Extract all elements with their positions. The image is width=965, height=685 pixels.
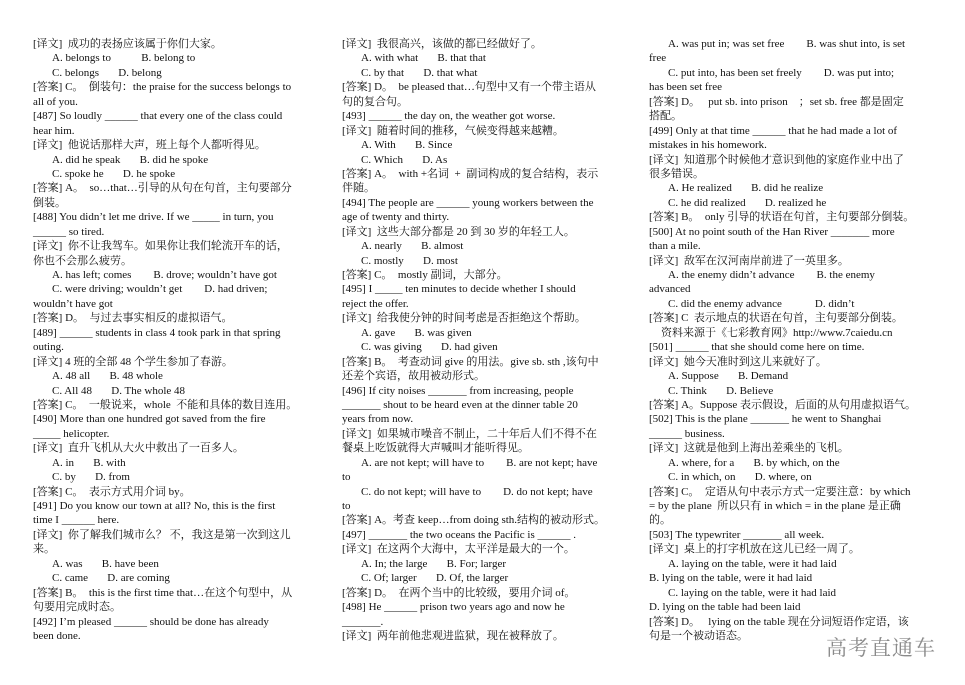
options-line: A. He realized B. did he realize xyxy=(668,182,824,195)
question-line: [490] More than one hundred got saved from the fire xyxy=(33,413,266,426)
options-line: A. was B. have been xyxy=(52,557,159,570)
answer-line: [答案] B。 only 引导的状语在句首，主句要部分倒装。 xyxy=(649,211,915,224)
question-line: [495] I _____ ten minutes to decide whether I should xyxy=(342,283,576,296)
text-line: wouldn’t have got xyxy=(33,297,113,310)
translation-line: [译文] 给我使分钟的时间考虑是否拒绝这个帮助。 xyxy=(342,312,586,325)
question-line: [498] He ______ prison two years ago and now he xyxy=(342,601,565,614)
text-line: _____ helicopter. xyxy=(33,427,110,440)
text-line: _______ shout to be heard even at the dinner table 20 xyxy=(342,398,578,411)
text-line: D. lying on the table had been laid xyxy=(649,601,801,614)
options-line: C. spoke he D. he spoke xyxy=(52,167,176,180)
answer-line: [答案] C。 一般说来，whole 不能和具体的数目连用。 xyxy=(33,398,298,411)
text-line: outing. xyxy=(33,341,64,354)
answer-line: [答案] C。 mostly 副词，大部分。 xyxy=(342,269,508,281)
text-line: been done. xyxy=(33,629,81,642)
options-line: C. Which D. As xyxy=(361,153,448,166)
answer-line: [答案] C。 表示方式用介词 by。 xyxy=(33,485,191,498)
question-line: [501] ______ that she should come here on time. xyxy=(649,341,865,354)
options-line: A. gave B. was given xyxy=(361,326,472,339)
options-line: C. put into, has been set freely D. was put into; xyxy=(668,66,895,79)
answer-line: [答案] D。 be pleased that…句型中又有一个带主语从 xyxy=(342,81,596,94)
options-line: A. the enemy didn’t advance B. the enemy xyxy=(668,269,875,281)
text-line: = by the plane 所以只有 in which = in the plane 是正确 xyxy=(649,500,901,512)
column-3 xyxy=(649,37,934,643)
column-2 xyxy=(342,37,632,643)
answer-line: [答案] D。 lying on the table 现在分词短语作定语，该 xyxy=(649,615,909,628)
answer-line: [答案] C。 定语从句中表示方式一定要注意：by which xyxy=(649,485,911,498)
text-line: 句的复合句。 xyxy=(342,95,408,108)
translation-line: [译文] 成功的表扬应该属于你们大家。 xyxy=(33,38,222,50)
question-line: [494] The people are ______ young workers between the xyxy=(342,196,594,209)
question-line: [496] If city noises _______ from increasing, people xyxy=(342,384,574,397)
translation-line: [译文] 如果城市噪音不制止，二十年后人们不得不在 xyxy=(342,427,597,440)
question-line: [500] At no point south of the Han River _______ more xyxy=(649,225,895,238)
text-line: reject the offer. xyxy=(342,297,409,310)
options-line: C. mostly D. most xyxy=(361,254,458,267)
options-line: C. did the enemy advance D. didn’t xyxy=(668,297,855,310)
translation-line: [译文] 我很高兴，该做的都已经做好了。 xyxy=(342,38,542,50)
text-line: to xyxy=(342,500,351,512)
options-line: A. Suppose B. Demand xyxy=(668,370,789,383)
text-line: 句要用完成时态。 xyxy=(33,601,121,614)
translation-line: [译文] 在这两个大海中，太平洋是最大的一个。 xyxy=(342,543,575,556)
options-line: A. was put in; was set free B. was shut into, is set xyxy=(668,38,906,50)
answer-line: [答案] A。考查 keep…from doing sth.结构的被动形式。 xyxy=(342,514,606,527)
options-line: C. he did realized D. realized he xyxy=(668,196,827,209)
options-line: C. do not kept; will have to D. do not kept; have xyxy=(361,485,593,498)
options-line: C. All 48 D. The whole 48 xyxy=(52,384,186,397)
question-line: [488] You didn’t let me drive. If we _____ in turn, you xyxy=(33,211,274,224)
translation-line: [译文] 你不让我驾车。如果你让我们轮流开车的话， xyxy=(33,240,288,253)
text-line: to xyxy=(342,471,351,484)
text-line: hear him. xyxy=(33,124,75,137)
source-line: 资料来源于《七彩教育网》http://www.7caiedu.cn xyxy=(661,326,893,339)
text-line: mistakes in his homework. xyxy=(649,139,767,152)
translation-line: [译文] 两年前他悲观进监狱，现在被释放了。 xyxy=(342,629,564,642)
watermark-logo: 高考直通车 xyxy=(826,636,936,660)
answer-line: [答案] D。 在两个当中的比较级，要用介词 of。 xyxy=(342,586,576,599)
text-line: time I ______ here. xyxy=(33,514,120,527)
options-line: A. did he speak B. did he spoke xyxy=(52,153,209,166)
options-line: C. by D. from xyxy=(52,471,130,484)
translation-line: [译文] 这些大部分都是 20 到 30 岁的年轻工人。 xyxy=(342,225,575,238)
question-line: [487] So loudly ______ that every one of the class could xyxy=(33,110,283,123)
answer-line: [答案] B。 考查动词 give 的用法。give sb. sth ,该句中 xyxy=(342,355,599,368)
options-line: A. in B. with xyxy=(52,456,126,469)
text-line: 伴随。 xyxy=(342,182,375,195)
options-line: C. Of; larger D. Of, the larger xyxy=(361,572,509,585)
text-line: 餐桌上吃饭就得大声喊叫才能听得见。 xyxy=(342,442,529,455)
translation-line: [译文] 他说话那样大声，班上每个人都听得见。 xyxy=(33,139,266,152)
options-line: A. nearly B. almost xyxy=(361,240,464,253)
text-line: 倒装。 xyxy=(33,196,66,209)
question-line: [503] The typewriter _______ all week. xyxy=(649,528,825,541)
text-line: age of twenty and thirty. xyxy=(342,211,450,224)
text-line: 还差个宾语，故用被动形式。 xyxy=(342,370,485,383)
translation-line: [译文] 4 班的全部 48 个学生参加了春游。 xyxy=(33,355,233,368)
text-line: has been set free xyxy=(649,81,722,94)
options-line: C. Think D. Believe xyxy=(668,384,774,397)
text-line: than a mile. xyxy=(649,240,701,253)
text-line: years from now. xyxy=(342,413,414,426)
translation-line: [译文] 她今天准时到这儿来就好了。 xyxy=(649,355,827,368)
question-line: [502] This is the plane _______ he went to Shanghai xyxy=(649,413,882,426)
text-line: 你也不会那么疲劳。 xyxy=(33,254,132,267)
text-line: all of you. xyxy=(33,95,78,108)
translation-line: [译文] 敌军在汉河南岸前进了一英里多。 xyxy=(649,254,849,267)
options-line: A. belongs to B. belong to xyxy=(52,52,196,65)
question-line: [491] Do you know our town at all? No, this is the first xyxy=(33,500,276,512)
options-line: A. are not kept; will have to B. are not kept; have xyxy=(361,456,598,469)
answer-line: [答案] D。 与过去事实相反的虚拟语气。 xyxy=(33,312,233,325)
options-line: C. were driving; wouldn’t get D. had driven; xyxy=(52,283,268,296)
text-line: 的。 xyxy=(649,514,671,527)
options-line: C. laying on the table, were it had laid xyxy=(668,586,837,599)
translation-line: [译文] 这就是他到上海出差乘坐的飞机。 xyxy=(649,442,849,455)
translation-line: [译文] 随着时间的推移，气候变得越来越糟。 xyxy=(342,124,564,137)
translation-line: [译文] 知道那个时候他才意识到他的家庭作业中出了 xyxy=(649,153,904,166)
column-1 xyxy=(33,37,318,643)
options-line: A. With B. Since xyxy=(361,139,453,152)
answer-line: [答案] D。 put sb. into prison ；set sb. free 都是固定 xyxy=(649,95,904,108)
question-line: [492] I’m pleased ______ should be done has already xyxy=(33,615,269,628)
text-line: ______ business. xyxy=(649,427,725,440)
text-line: B. lying on the table, were it had laid xyxy=(649,572,813,585)
translation-line: [译文] 直升飞机从大火中救出了一百多人。 xyxy=(33,442,244,455)
options-line: C. by that D. that what xyxy=(361,66,478,79)
text-line: advanced xyxy=(649,283,691,296)
answer-line: [答案] A。 with +名词 + 副词构成的复合结构，表示 xyxy=(342,167,599,180)
text-line: 来。 xyxy=(33,543,55,556)
text-line: _______. xyxy=(342,615,384,628)
options-line: C. in which, on D. where, on xyxy=(668,471,812,484)
translation-line: [译文] 你了解我们城市么？ 不，我这是第一次到这儿 xyxy=(33,528,291,541)
question-line: [499] Only at that time ______ that he had made a lot of xyxy=(649,124,898,137)
text-line: ______ so tired. xyxy=(33,225,105,238)
text-line: free xyxy=(649,52,667,65)
options-line: C. came D. are coming xyxy=(52,572,170,585)
options-line: A. where, for a B. by which, on the xyxy=(668,456,840,469)
answer-line: [答案] B。 this is the first time that…在这个句型中，从 xyxy=(33,586,293,599)
question-line: [489] ______ students in class 4 took park in that spring xyxy=(33,326,281,339)
options-line: A. 48 all B. 48 whole xyxy=(52,370,163,383)
text-line: 很多错误。 xyxy=(649,167,704,180)
options-line: C. was giving D. had given xyxy=(361,341,498,354)
options-line: A. has left; comes B. drove; wouldn’t have got xyxy=(52,269,277,281)
text-line: 搭配。 xyxy=(649,110,682,123)
answer-line: [答案] A。 so…that…引导的从句在句首，主句要部分 xyxy=(33,182,292,195)
options-line: A. with what B. that that xyxy=(361,52,486,65)
answer-line: [答案] A。Suppose 表示假设，后面的从句用虚拟语气。 xyxy=(649,398,917,411)
text-line: 句是一个被动语态。 xyxy=(649,629,748,642)
answer-line: [答案] C 表示地点的状语在句首，主句要部分倒装。 xyxy=(649,312,903,325)
translation-line: [译文] 桌上的打字机放在这儿已经一周了。 xyxy=(649,543,860,556)
question-line: [497] _______ the two oceans the Pacific is ______ . xyxy=(342,528,577,541)
question-line: [493] ______ the day on, the weather got worse. xyxy=(342,110,556,123)
options-line: C. belongs D. belong xyxy=(52,66,162,79)
options-line: A. In; the large B. For; larger xyxy=(361,557,507,570)
answer-line: [答案] C。 倒装句：the praise for the success belongs to xyxy=(33,81,292,94)
options-line: A. laying on the table, were it had laid xyxy=(668,557,837,570)
